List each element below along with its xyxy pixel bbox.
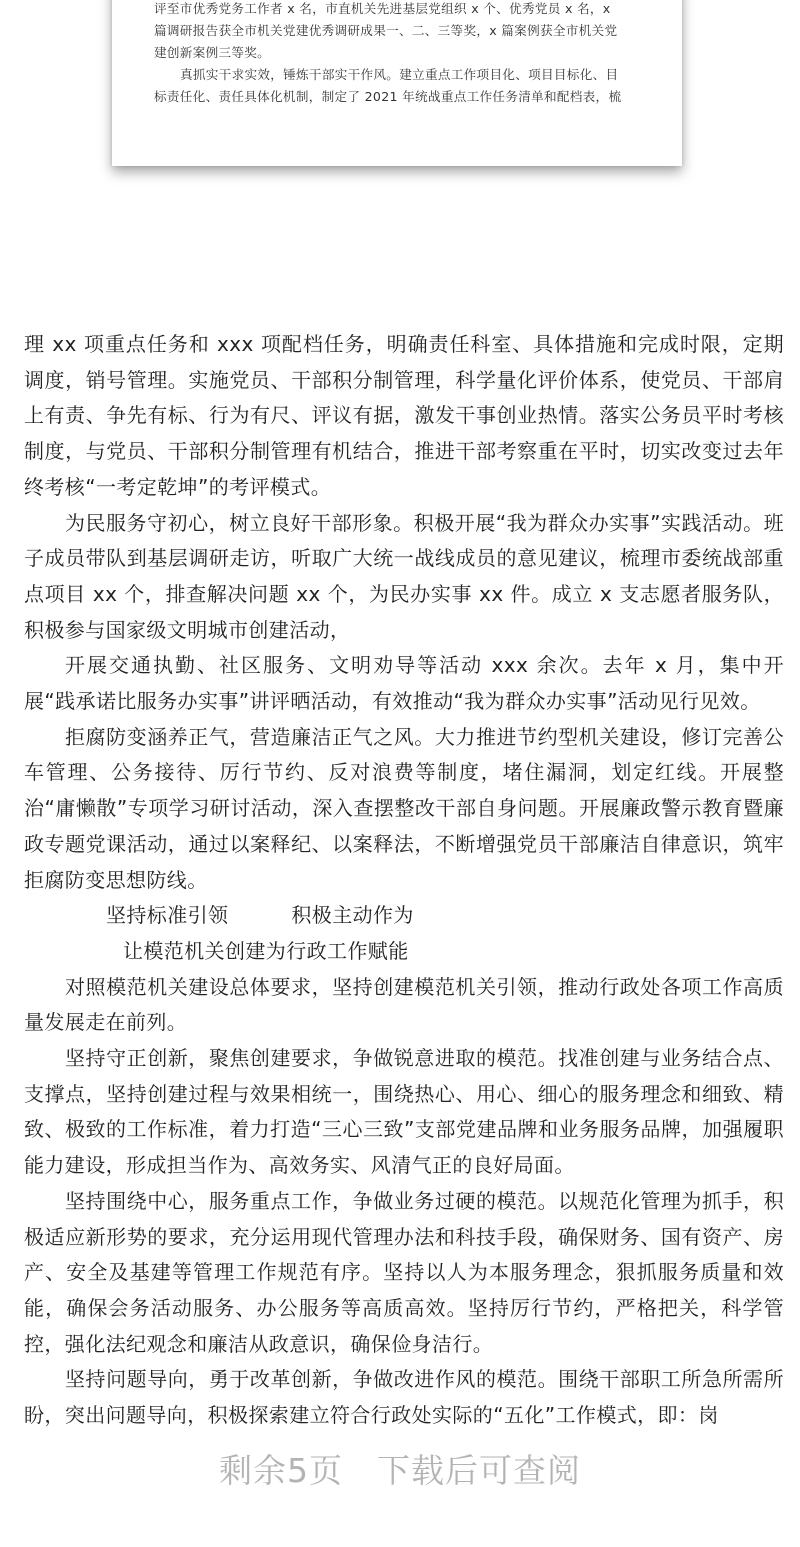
- remaining-pages-notice[interactable]: [0, 1445, 800, 1492]
- document-body: [24, 327, 784, 1434]
- paragraph-4: 拒腐防变涵养正气，营造廉洁正气之风。大力推进节约型机关建设，修订完善公车管理、公务接待、厉行节约、反对浪费等制度，堵住漏洞，划定红线。开展整治“庸懒散”专项学习研讨活动，深入查摆整改干部自身问题。开展廉政警示教育暨廉政专题党课活动，通过以案释纪、以案释法，不断增强党员干部廉洁自律意识，筑牢拒腐防变思想防线。: [24, 724, 784, 892]
- paragraph-1: 理 xx 项重点任务和 xxx 项配档任务，明确责任科室、具体措施和完成时限，定期调度，销号管理。实施党员、干部积分制管理，科学量化评价体系，使党员、干部肩上有责、争先有标、行为有尺、评议有据，激发干事创业热情。落实公务员平时考核制度，与党员、干部积分制管理有机结合，推进干部考察重在平时，切实改变过去年终考核“一考定乾坤”的考评模式。: [24, 332, 784, 499]
- preview-line-2: 篇调研报告获全市机关党建优秀调研成果一、二、三等奖，x 篇案例获全市机关党: [154, 23, 618, 38]
- section-heading-part-1: 坚持标准引领: [106, 903, 229, 928]
- paragraph-6: 坚持守正创新，聚焦创建要求，争做锐意进取的模范。找准创建与业务结合点、支撑点，坚持创建过程与效果相统一，围绕热心、用心、细心的服务理念和细致、精致、极致的工作标准，着力打造“三心三致”支部党建品牌和业务服务品牌，加强履职能力建设，形成担当作为、高效务实、风清气正的良好局面。: [24, 1046, 784, 1178]
- paragraph-3: 开展交通执勤、社区服务、文明劝导等活动 xxx 余次。去年 x 月，集中开展“践承诺比服务办实事”讲评晒活动，有效推动“我为群众办实事”活动见行见效。: [24, 653, 784, 714]
- remaining-pages-label: 剩余5页: [219, 1451, 343, 1490]
- preview-line-1: 评至市优秀党务工作者 x 名，市直机关先进基层党组织 x 个、优秀党员 x 名，x: [154, 1, 611, 16]
- page-preview-card: [112, 0, 682, 166]
- preview-line-3: 建创新案例三等奖。: [154, 45, 271, 60]
- preview-line-4: 真抓实干求实效，锤炼干部实干作风。建立重点工作项目化、项目目标化、目: [180, 67, 619, 82]
- paragraph-7: 坚持围绕中心，服务重点工作，争做业务过硬的模范。以规范化管理为抓手，积极适应新形势的要求，充分运用现代管理办法和科技手段，确保财务、国有资产、房产、安全及基建等管理工作规范有序。坚持以人为本服务理念，狠抓服务质量和效能，确保会务活动服务、办公服务等高质高效。坚持厉行节约，严格把关，科学管控，强化法纪观念和廉洁从政意识，确保俭身洁行。: [24, 1188, 784, 1356]
- paragraph-5: 对照模范机关建设总体要求，坚持创建模范机关引领，推动行政处各项工作高质量发展走在前列。: [24, 974, 784, 1035]
- preview-line-5: 标责任化、责任具体化机制，制定了 2021 年统战重点工作任务清单和配档表，梳: [154, 89, 622, 104]
- paragraph-8: 坚持问题导向，勇于改革创新，争做改进作风的模范。围绕干部职工所急所需所盼，突出问题导向，积极探索建立符合行政处实际的“五化”工作模式，即：岗: [24, 1367, 784, 1428]
- section-heading-part-2: 积极主动作为: [291, 903, 414, 928]
- download-hint-label: 下载后可查阅: [377, 1451, 581, 1490]
- section-heading-part-3: 让模范机关创建为行政工作赋能: [123, 938, 409, 963]
- section-heading: [24, 898, 784, 969]
- paragraph-2: 为民服务守初心，树立良好干部形象。积极开展“我为群众办实事”实践活动。班子成员带队到基层调研走访，听取广大统一战线成员的意见建议，梳理市委统战部重点项目 xx 个，排查解决问题 xx 个，为民办实事 xx 件。成立 x 支志愿者服务队，积极参与国家级文明城市创建活动，: [24, 510, 784, 642]
